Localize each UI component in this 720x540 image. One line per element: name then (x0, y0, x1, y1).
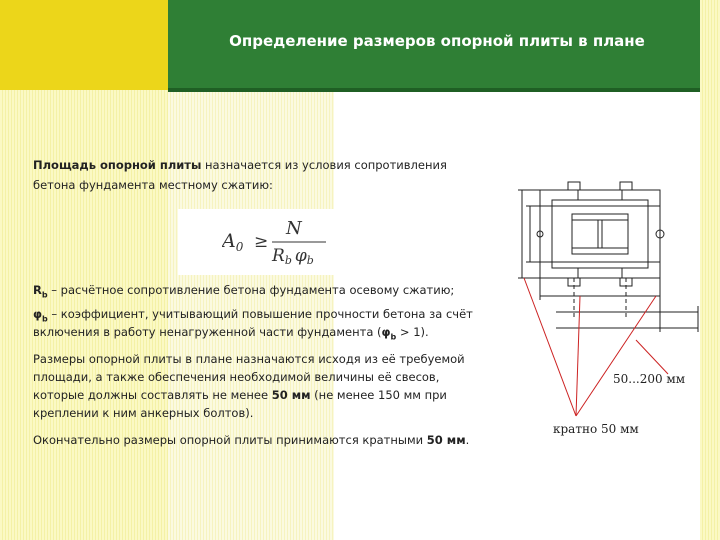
final-line: Окончательно размеры опорной плиты принимаются кратными 50 мм. (33, 433, 470, 447)
intro-rest: назначается из условия сопротивления (201, 158, 447, 172)
background-right-stripes (700, 0, 720, 540)
intro-line-2: бетона фундамента местному сжатию: (33, 178, 273, 192)
intro-bold: Площадь опорной плиты (33, 158, 202, 172)
sizing-line-2: площади, а также обеспечения необходимой величины её свесов, (33, 370, 440, 384)
sizing-line-4: креплении к ним анкерных болтов). (33, 406, 254, 420)
header-divider (168, 88, 700, 92)
callout-lines (524, 278, 668, 416)
definition-phi-line-2: включения в работу ненагруженной части фундамента $(\varphi_b > 1)$. (33, 325, 429, 342)
definition-phi-line-1: $\varphi_b$ – коэффициент, учитывающий повышение прочности бетона за счёт (33, 307, 473, 324)
formula-lhs: $A_0$ (222, 230, 244, 254)
intro-line-1 (33, 156, 447, 174)
label-overhang-range: 50...200 мм (613, 372, 686, 386)
formula-area-ratio (222, 214, 342, 270)
slide-title: Определение размеров опорной плиты в плане (229, 32, 645, 50)
plate-outline (518, 182, 698, 332)
formula-relation: ≥ (254, 232, 269, 252)
formula-denominator: Rb φb (272, 246, 314, 267)
header-bar (168, 0, 700, 90)
definition-rb: $R_b$ – расчётное сопротивление бетона фундамента осевому сжатию; (33, 283, 455, 300)
sizing-line-1: Размеры опорной плиты в плане назначаются исходя из её требуемой (33, 352, 465, 366)
label-multiple-50: кратно 50 мм (553, 422, 639, 436)
formula-numerator: N (286, 218, 302, 239)
base-plate-drawing (518, 178, 700, 428)
background-yellow-block (0, 0, 168, 90)
sizing-line-3: которые должны составлять не менее 50 мм (не менее 150 мм при (33, 388, 447, 402)
